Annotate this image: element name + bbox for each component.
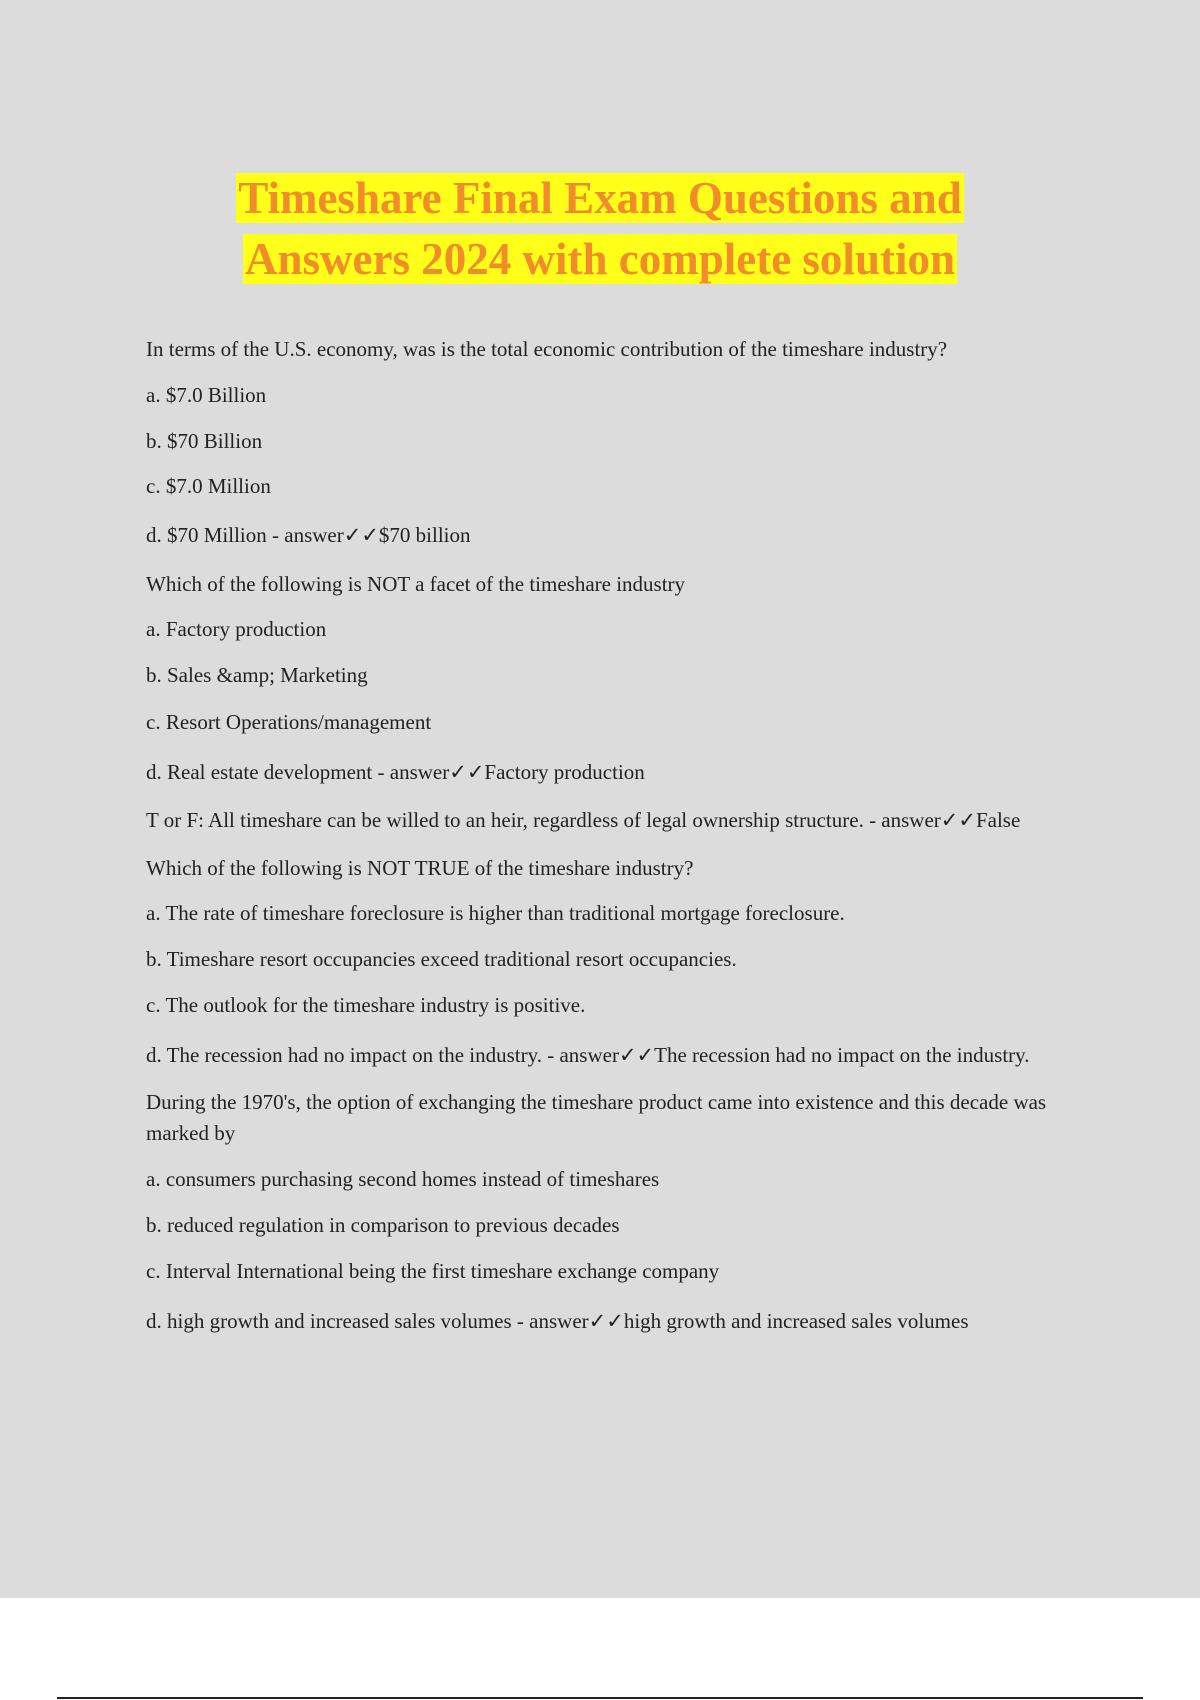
q1-option-a: a. $7.0 Billion (146, 383, 267, 407)
q1-option-d-answer: d. $70 Million - answer✓✓$70 billion (146, 523, 471, 547)
q2-option-c: c. Resort Operations/management (146, 710, 432, 734)
question-3-answer: T or F: All timeshare can be willed to an heir, regardless of legal ownership structure. - answer✓✓False (146, 808, 1021, 832)
q4-option-a: a. The rate of timeshare foreclosure is higher than traditional mortgage foreclosure. (146, 901, 845, 925)
q5-option-d-answer: d. high growth and increased sales volumes - answer✓✓high growth and increased sales volumes (146, 1309, 969, 1333)
q5-option-b: b. reduced regulation in comparison to previous decades (146, 1213, 620, 1237)
q4-option-b: b. Timeshare resort occupancies exceed traditional resort occupancies. (146, 947, 737, 971)
q1-option-c: c. $7.0 Million (146, 474, 271, 498)
question-4: Which of the following is NOT TRUE of the timeshare industry? (146, 856, 694, 880)
q2-option-d-answer: d. Real estate development - answer✓✓Factory production (146, 760, 645, 784)
q2-option-b: b. Sales &amp; Marketing (146, 663, 368, 687)
question-1: In terms of the U.S. economy, was is the total economic contribution of the timeshare industry? (146, 337, 948, 361)
q4-option-c: c. The outlook for the timeshare industry is positive. (146, 993, 586, 1017)
qa-content (146, 334, 1086, 1337)
question-5: During the 1970's, the option of exchanging the timeshare product came into existence and this decade was marked by (146, 1090, 1047, 1145)
question-2: Which of the following is NOT a facet of the timeshare industry (146, 572, 686, 596)
q5-option-a: a. consumers purchasing second homes instead of timeshares (146, 1167, 660, 1191)
q5-option-c: c. Interval International being the first timeshare exchange company (146, 1259, 720, 1283)
footer-divider (57, 1697, 1143, 1699)
q4-option-d-answer: d. The recession had no impact on the industry. - answer✓✓The recession had no impact on the industry. (146, 1043, 1030, 1067)
q1-option-b: b. $70 Billion (146, 429, 263, 453)
title-line-1: Timeshare Final Exam Questions and (238, 173, 962, 223)
title-line-2: Answers 2024 with complete solution (245, 234, 955, 284)
q2-option-a: a. Factory production (146, 617, 327, 641)
document-title (0, 168, 1200, 290)
